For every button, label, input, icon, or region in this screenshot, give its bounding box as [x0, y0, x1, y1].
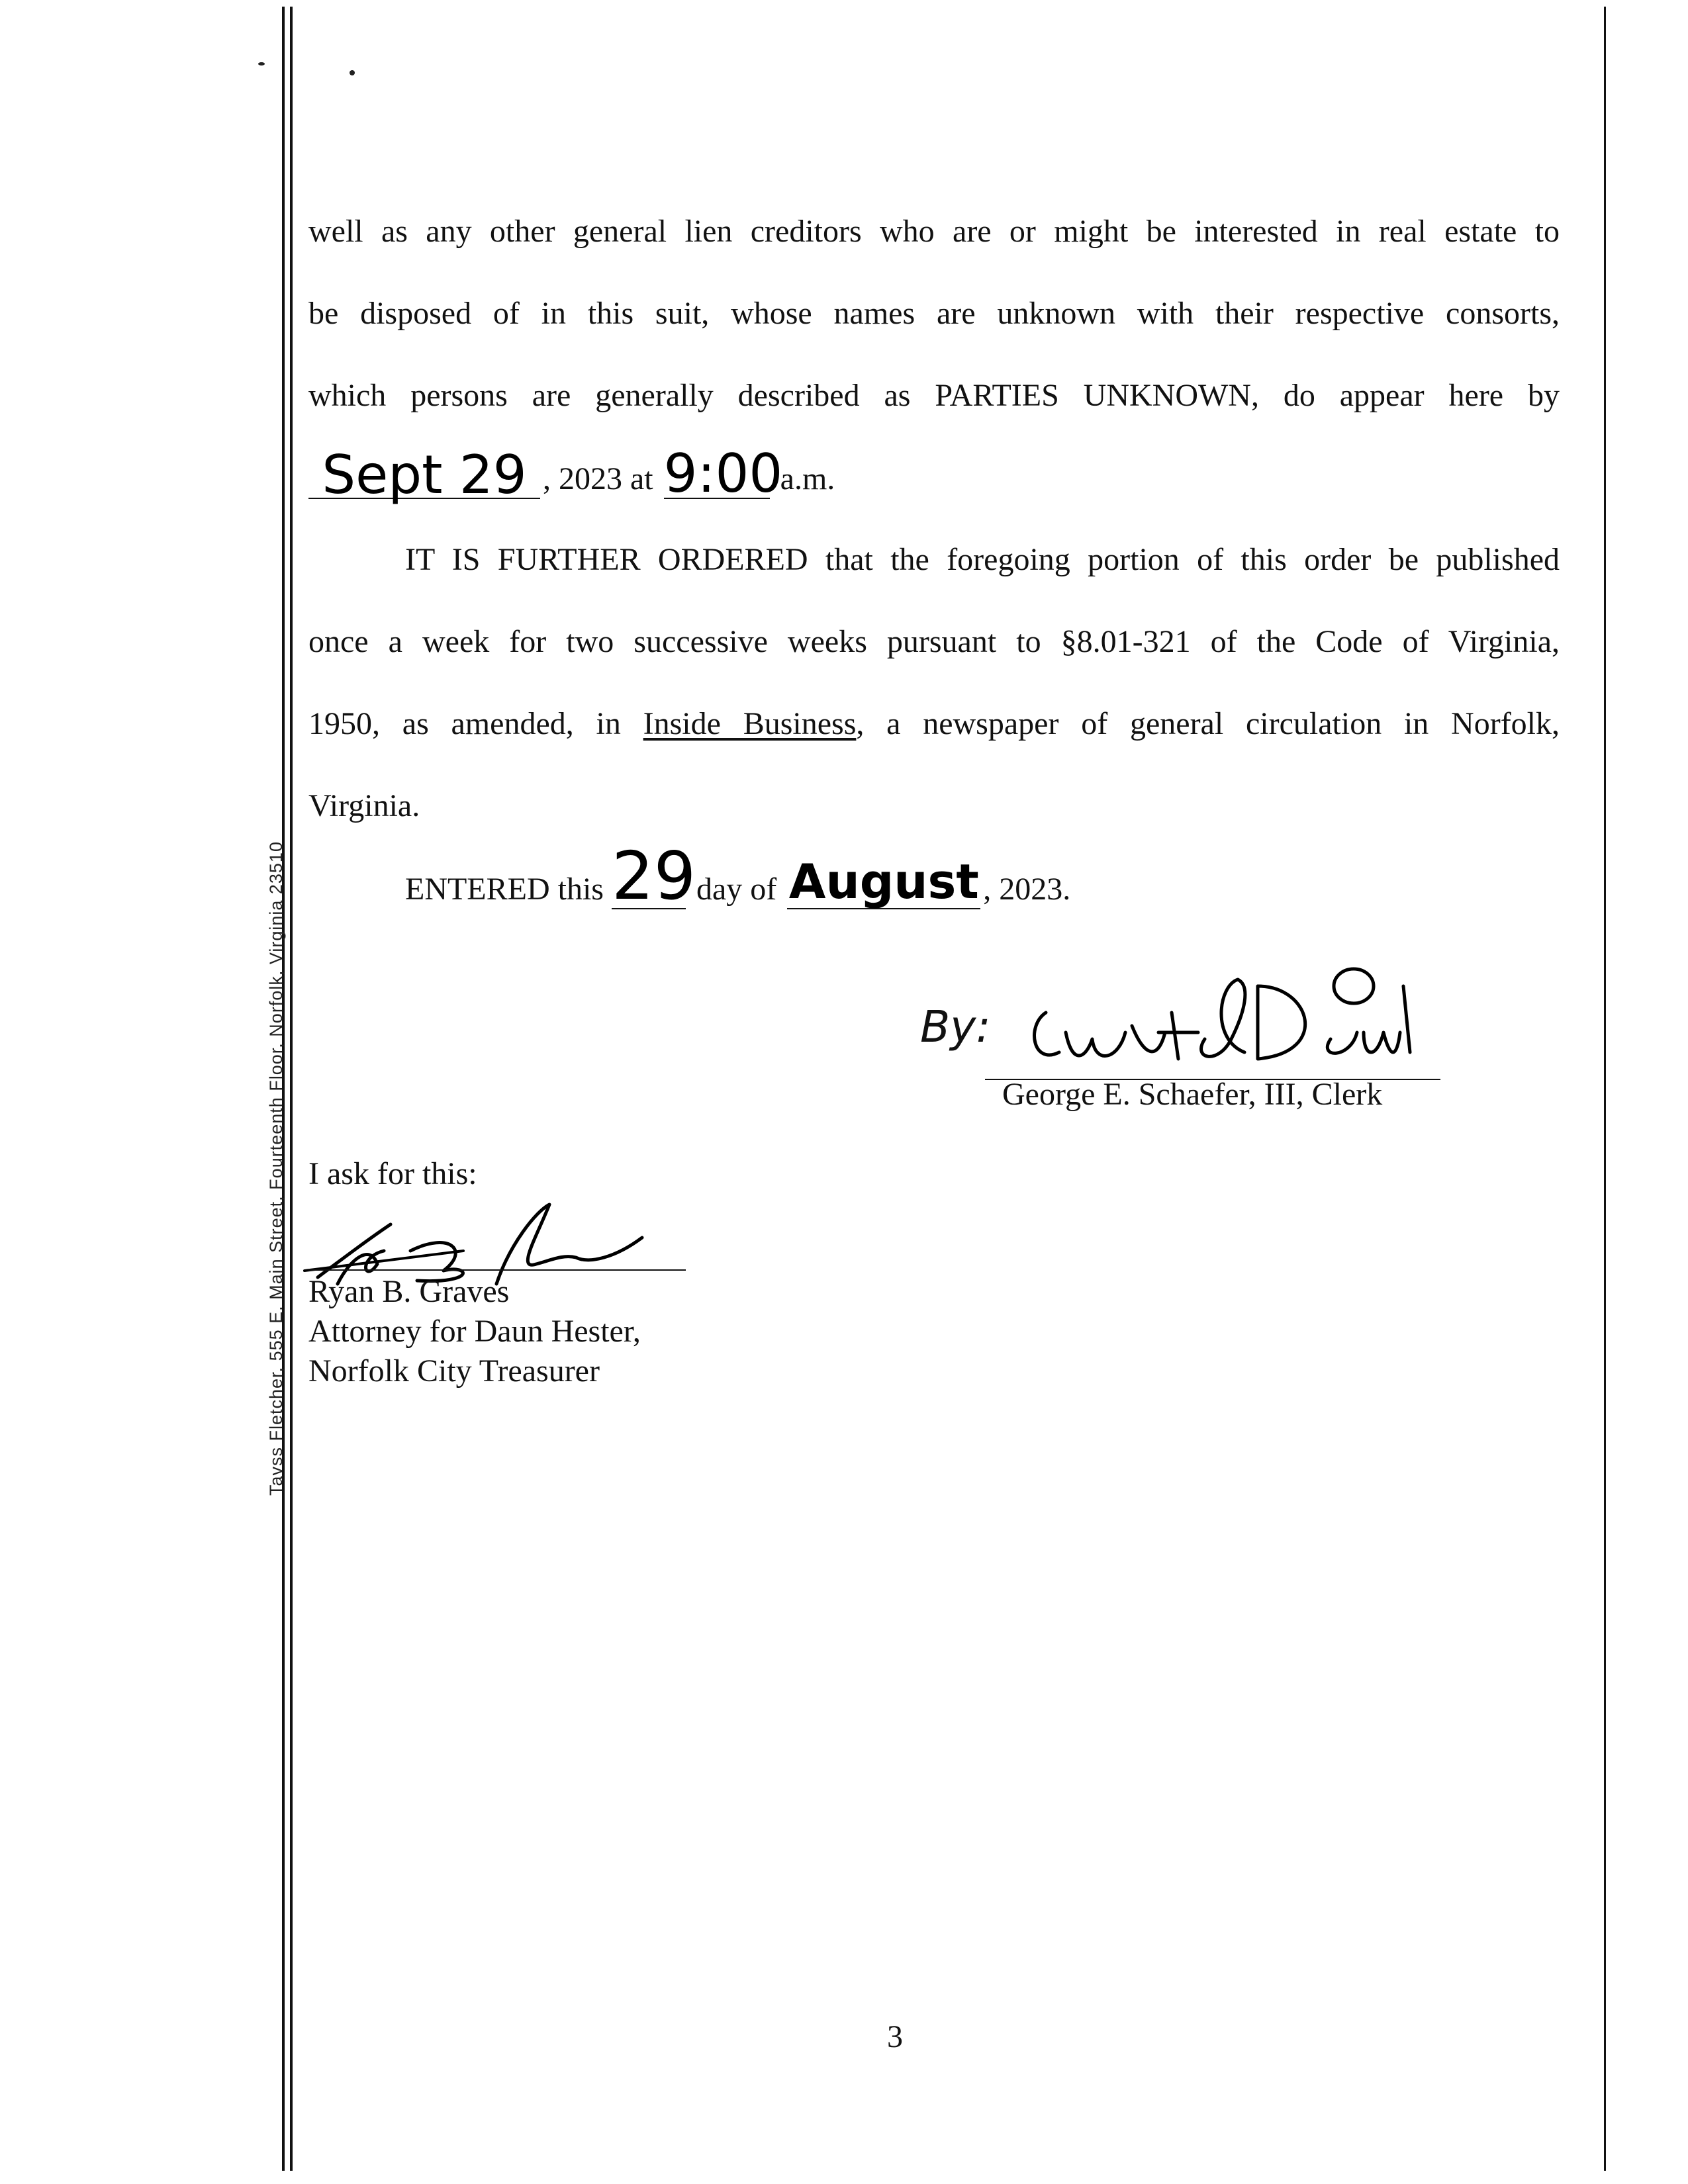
attorney-title-line-2: Norfolk City Treasurer	[308, 1353, 600, 1388]
year-at-text: , 2023 at	[543, 461, 653, 496]
paragraph-1-line-3: which persons are generally described as PARTIES UNKNOWN, do appear here by	[308, 378, 1560, 413]
publication-text-after: , a newspaper of general circulation in Norfolk,	[856, 706, 1560, 741]
handwritten-month: August	[788, 854, 979, 909]
ampm-text: a.m.	[780, 461, 835, 496]
month-blank	[787, 854, 980, 909]
paragraph-1-line-2: be disposed of in this suit, whose names are unknown with their respective consorts,	[308, 296, 1560, 331]
entered-line	[405, 837, 1560, 915]
time-blank	[663, 443, 783, 504]
scan-speck	[258, 62, 265, 66]
handwritten-day: 29	[611, 837, 696, 915]
paragraph-2-line-2: once a week for two successive weeks pursuant to §8.01-321 of the Code of Virginia,	[308, 624, 1560, 659]
firm-address: Tavss Fletcher, 555 E. Main Street, Fourteenth Floor, Norfolk, Virginia 23510	[266, 841, 286, 1496]
attorney-signature-line	[308, 1269, 686, 1271]
entered-prefix: ENTERED this	[405, 872, 604, 907]
left-margin-rule-inner	[290, 7, 293, 2171]
paragraph-2-line-1: IT IS FURTHER ORDERED that the foregoing portion of this order be published	[405, 542, 1560, 577]
ask-for-this-label: I ask for this:	[308, 1156, 477, 1191]
handwritten-time: 9:00	[663, 443, 783, 504]
clerk-signature	[1019, 960, 1417, 1079]
date-blank	[308, 444, 540, 506]
newspaper-name: Inside Business	[643, 706, 857, 741]
handwritten-date: Sept 29	[322, 444, 527, 506]
handwritten-by-label: By:	[920, 1001, 991, 1052]
attorney-title-line-1: Attorney for Daun Hester,	[308, 1314, 641, 1349]
clerk-name: George E. Schaefer, III, Clerk	[1002, 1077, 1383, 1112]
day-of-text: day of	[696, 872, 777, 907]
page-number: 3	[887, 2019, 903, 2054]
appearance-line	[308, 443, 1560, 506]
paragraph-1-line-1: well as any other general lien creditors who are or might be interested in real estate to	[308, 214, 1560, 249]
attorney-name: Ryan B. Graves	[308, 1274, 510, 1309]
day-blank	[611, 837, 696, 915]
publication-text-before: 1950, as amended, in	[308, 706, 621, 741]
paragraph-2-line-3	[308, 704, 1560, 744]
scan-speck	[350, 70, 355, 75]
entered-year: , 2023.	[983, 872, 1071, 907]
paragraph-2-line-4: Virginia.	[308, 788, 420, 823]
right-margin-rule	[1604, 7, 1606, 2171]
